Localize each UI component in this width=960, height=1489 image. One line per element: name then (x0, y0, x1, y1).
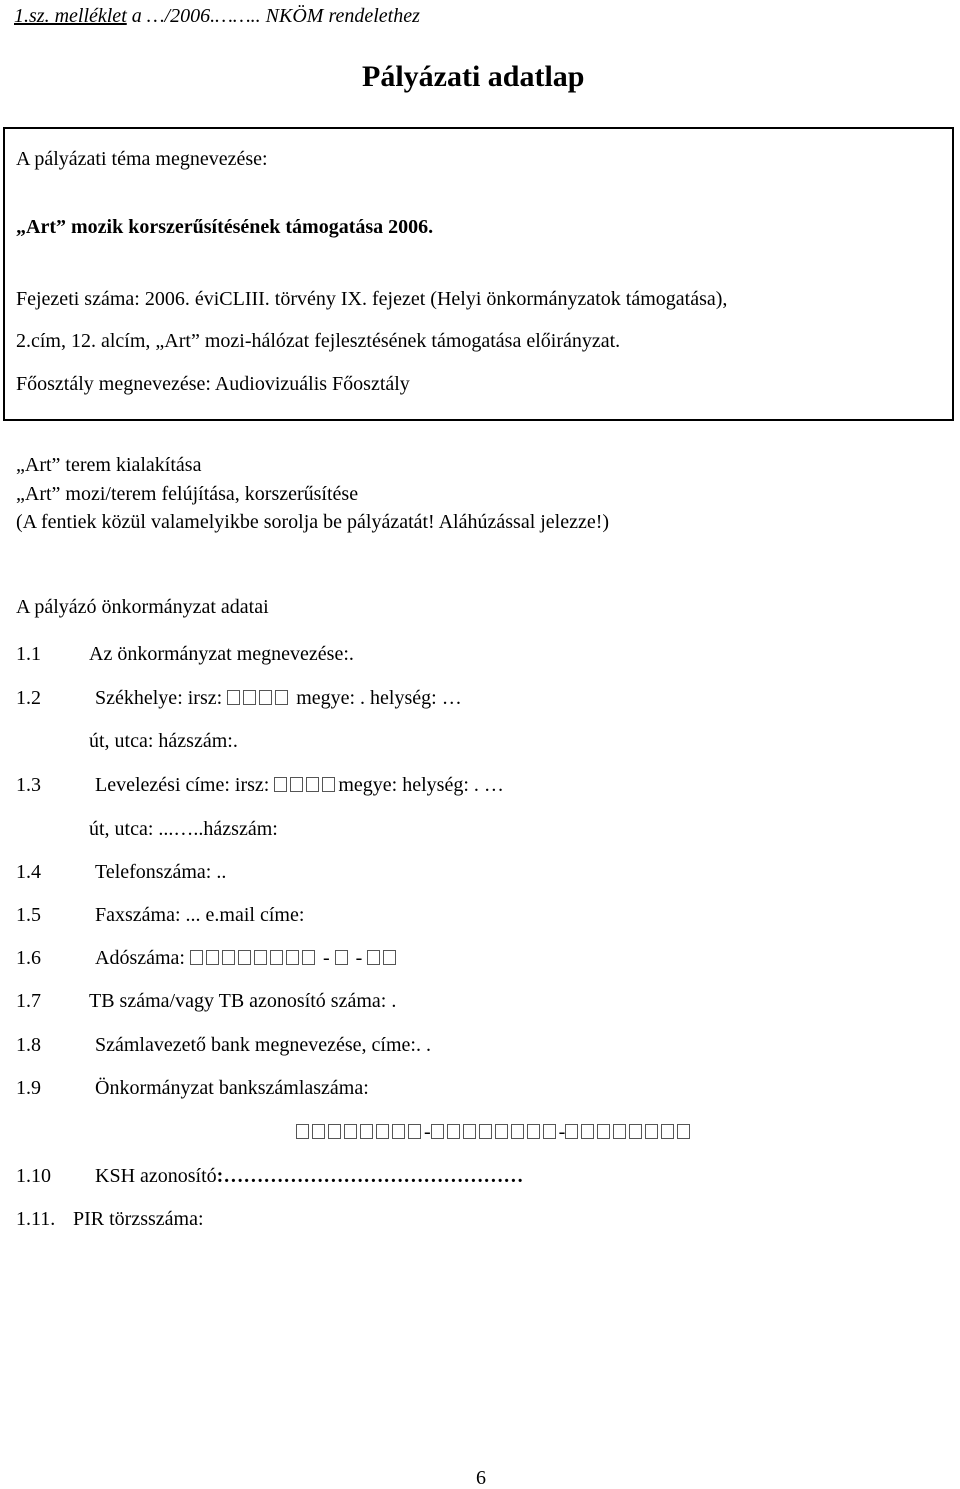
option-instruction: (A fentiek közül valamelyikbe sorolja be pályázatát! Aláhúzással jelezze!) (16, 511, 610, 533)
tax-boxes-2[interactable] (367, 947, 399, 969)
bank-name-field[interactable]: Számlavezető bank megnevezése, címe:. . (95, 1034, 431, 1056)
account-group-2[interactable] (431, 1121, 559, 1143)
tax-number-label: Adószáma: (95, 947, 185, 969)
row-num-1-9: 1.9 (16, 1077, 41, 1099)
chapter-line-2: 2.cím, 12. alcím, „Art” mozi-hálózat fejlesztésének támogatása előirányzat. (16, 330, 621, 352)
row-num-1-11: 1.11. (16, 1208, 56, 1230)
tax-separator: - (317, 947, 335, 969)
tb-number-field[interactable]: TB száma/vagy TB azonosító száma: . (89, 990, 397, 1012)
fax-email-field[interactable]: Faxszáma: ... e.mail címe: (95, 904, 305, 926)
annex-reference (14, 6, 420, 26)
department-line: Főosztály megnevezése: Audiovizuális Főosztály (16, 373, 410, 395)
account-group-1[interactable] (296, 1121, 424, 1143)
municipality-name-field[interactable]: Az önkormányzat megnevezése:. (89, 643, 354, 665)
ksh-dots: :……………………………………… (216, 1165, 524, 1187)
seat-county-city: megye: . helység: … (296, 687, 462, 709)
pir-number-field[interactable]: PIR törzsszáma: (73, 1208, 204, 1230)
annex-decree: a …/2006.…….. NKÖM rendelethez (126, 5, 420, 27)
row-num-1-5: 1.5 (16, 904, 41, 926)
tax-number-field[interactable] (95, 948, 399, 968)
row-num-1-4: 1.4 (16, 861, 41, 883)
tax-separator: - (350, 947, 368, 969)
account-group-3[interactable] (565, 1121, 693, 1143)
row-num-1-8: 1.8 (16, 1034, 41, 1056)
topic-value: „Art” mozik korszerűsítésének támogatása 2006. (16, 216, 434, 238)
tax-boxes-1[interactable] (335, 947, 351, 969)
annex-number: 1.sz. melléklet (14, 5, 127, 27)
topic-label: A pályázati téma megnevezése: (16, 148, 268, 170)
row-num-1-2: 1.2 (16, 687, 41, 709)
account-separator: - (558, 1121, 566, 1143)
row-num-1-7: 1.7 (16, 990, 41, 1012)
mail-street-field[interactable]: út, utca: ...…..házszám: (89, 818, 278, 840)
mail-address-field[interactable] (95, 775, 504, 795)
mail-zip-label: Levelezési címe: irsz: (95, 774, 270, 796)
seat-street-field[interactable]: út, utca: házszám:. (89, 730, 238, 752)
zip-boxes[interactable] (227, 687, 291, 709)
applicant-heading: A pályázó önkormányzat adatai (16, 596, 269, 618)
row-num-1-6: 1.6 (16, 947, 41, 969)
row-num-1-3: 1.3 (16, 774, 41, 796)
row-num-1-10: 1.10 (16, 1165, 51, 1187)
option-new-theater[interactable]: „Art” terem kialakítása (16, 454, 202, 476)
bank-account-label: Önkormányzat bankszámlaszáma: (95, 1077, 369, 1099)
zip-boxes[interactable] (274, 774, 338, 796)
tax-boxes-8[interactable] (190, 947, 318, 969)
page-number: 6 (476, 1467, 486, 1489)
account-separator: - (424, 1121, 431, 1143)
phone-field[interactable]: Telefonszáma: .. (95, 861, 227, 883)
page-title: Pályázati adatlap (362, 60, 585, 93)
bank-account-boxes[interactable] (296, 1122, 693, 1142)
mail-county-city: megye: helység: . … (338, 774, 504, 796)
chapter-line-1: Fejezeti száma: 2006. éviCLIII. törvény IX. fejezet (Helyi önkormányzatok támogatása), (16, 288, 728, 310)
seat-address-field[interactable] (95, 688, 462, 708)
seat-zip-label: Székhelye: irsz: (95, 687, 223, 709)
option-renovation[interactable]: „Art” mozi/terem felújítása, korszerűsítése (16, 483, 359, 505)
ksh-field[interactable] (95, 1166, 523, 1186)
ksh-label: KSH azonosító (95, 1165, 217, 1187)
row-num-1-1: 1.1 (16, 643, 41, 665)
